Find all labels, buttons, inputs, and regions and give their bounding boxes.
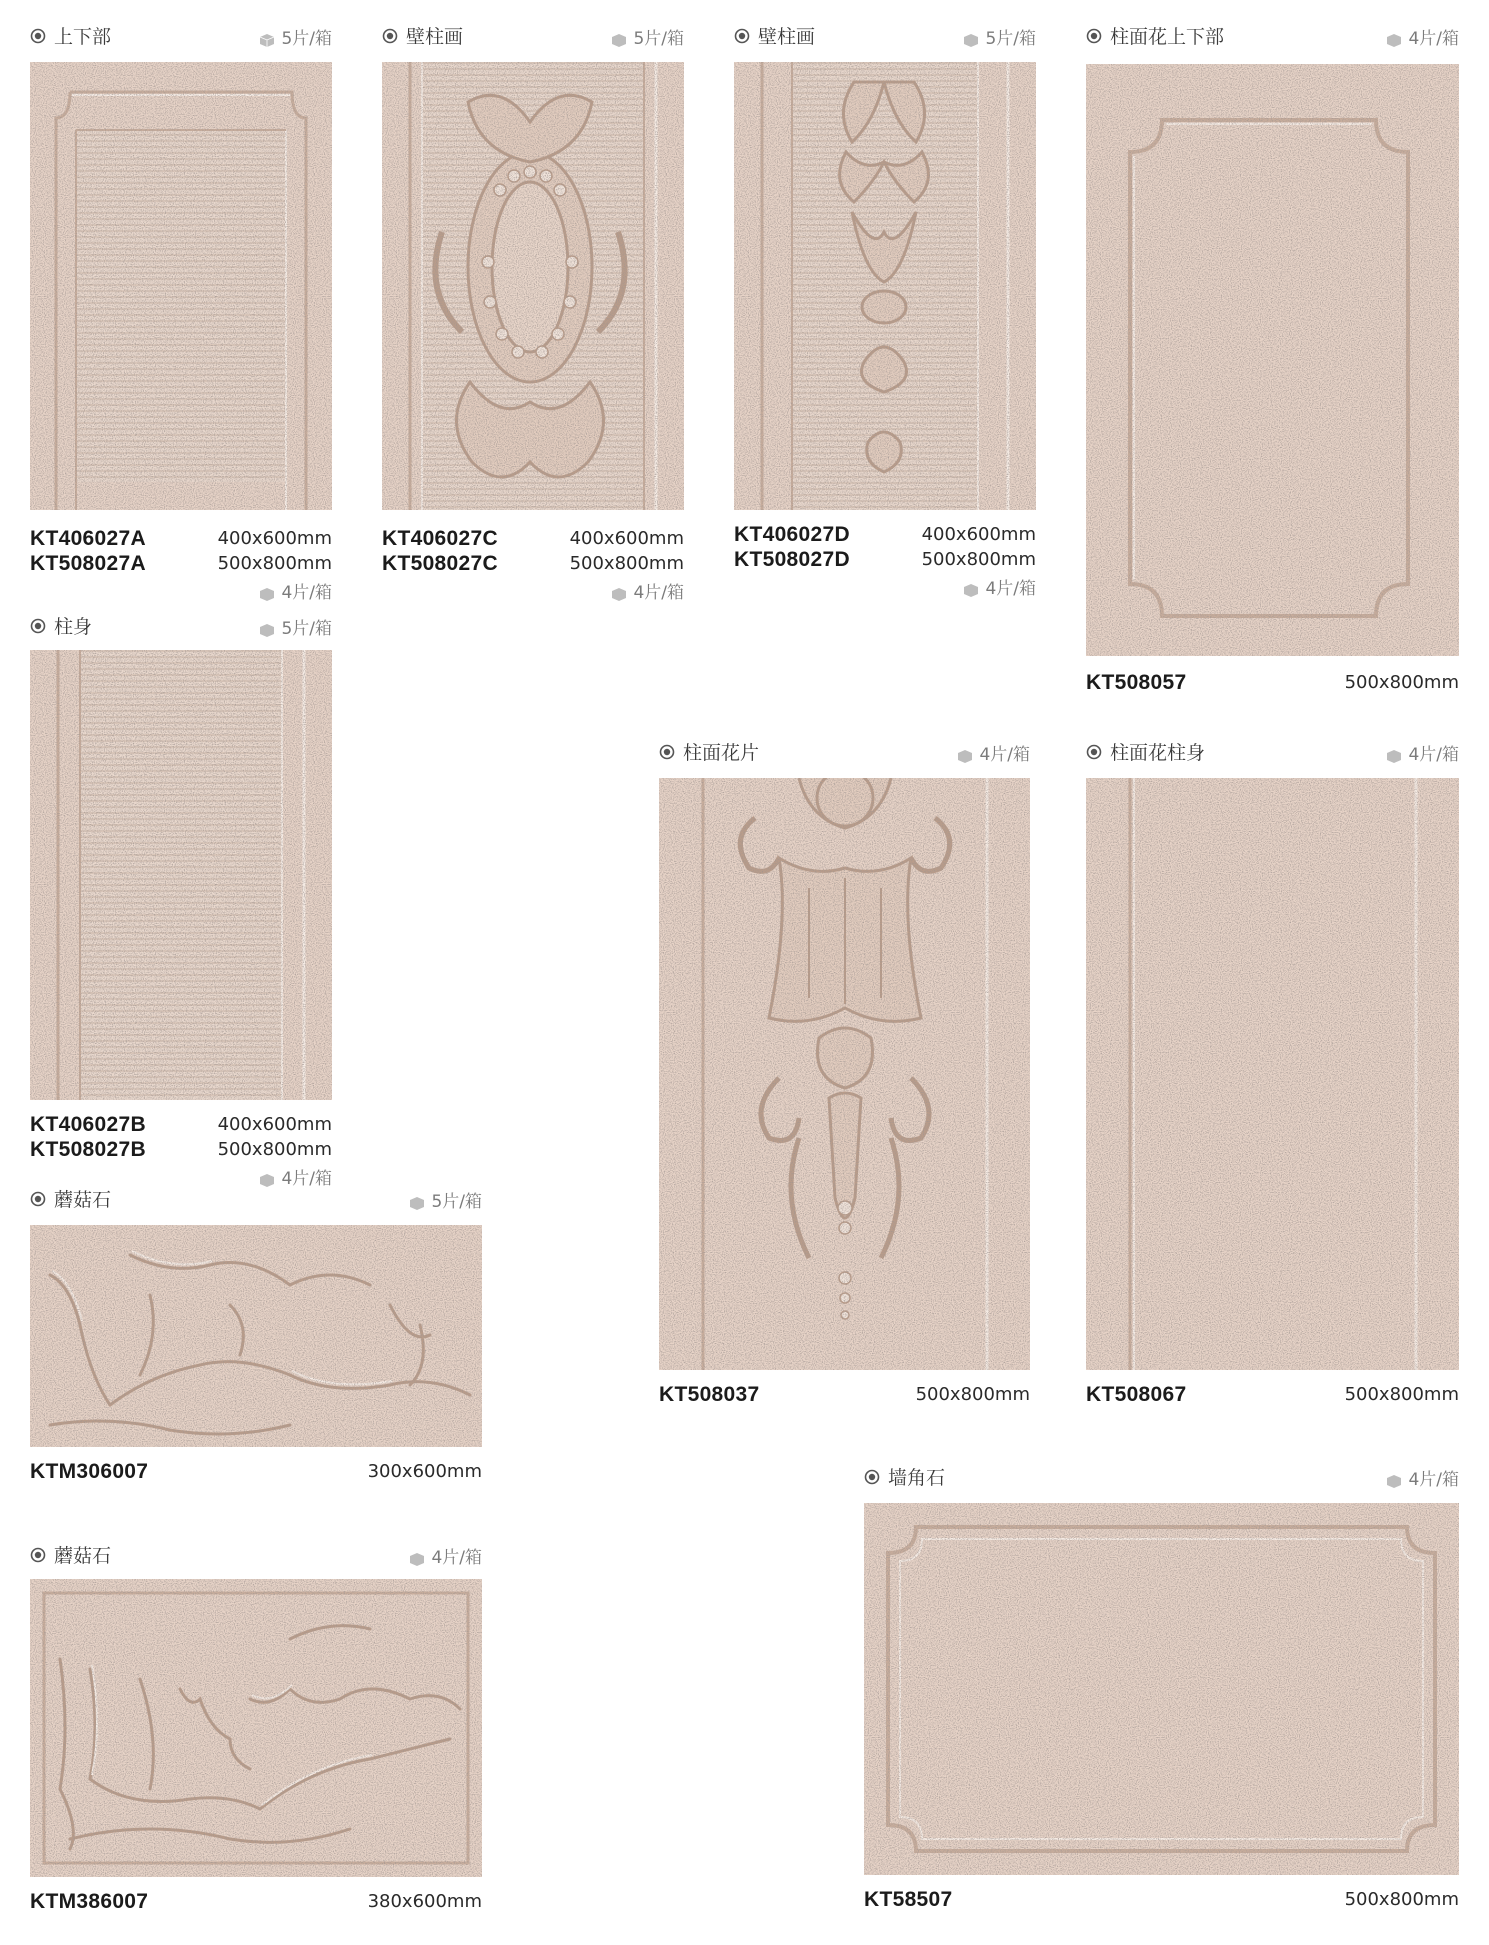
product-code: KT508067 bbox=[1086, 1383, 1187, 1406]
product-size: 500x800mm bbox=[217, 553, 332, 574]
radio-bullet-icon bbox=[30, 1191, 46, 1207]
product-card-f bbox=[659, 742, 1030, 1410]
product-code: KT508027A bbox=[30, 552, 146, 575]
tile-image bbox=[382, 62, 684, 510]
product-title: 蘑菇石 bbox=[54, 1545, 112, 1567]
radio-bullet-icon bbox=[30, 28, 46, 44]
product-title: 壁柱画 bbox=[758, 26, 816, 48]
tile-image bbox=[1086, 778, 1459, 1370]
tile-image bbox=[30, 650, 332, 1100]
tile-image bbox=[734, 62, 1036, 510]
box-icon bbox=[259, 1173, 275, 1187]
spec-row bbox=[30, 526, 332, 552]
radio-bullet-icon bbox=[734, 28, 750, 44]
card-header bbox=[864, 1467, 1459, 1489]
pack-info bbox=[963, 29, 1036, 49]
tile-image bbox=[30, 1225, 482, 1447]
product-size: 500x800mm bbox=[1344, 1889, 1459, 1910]
pack-quantity: 5片/箱 bbox=[281, 29, 332, 49]
pack-quantity: 4片/箱 bbox=[431, 1548, 482, 1568]
product-size: 500x800mm bbox=[1344, 672, 1459, 693]
pack-quantity: 4片/箱 bbox=[281, 1169, 332, 1189]
pack-info bbox=[1386, 29, 1459, 49]
spec-row bbox=[382, 526, 684, 552]
pack-quantity: 5片/箱 bbox=[985, 29, 1036, 49]
pack-quantity: 5片/箱 bbox=[431, 1192, 482, 1212]
radio-bullet-icon bbox=[382, 28, 398, 44]
product-title: 墙角石 bbox=[888, 1467, 946, 1489]
pack-quantity: 4片/箱 bbox=[985, 579, 1036, 599]
pack-info-bottom bbox=[611, 578, 684, 603]
card-header bbox=[1086, 26, 1459, 48]
spec-row bbox=[1086, 1382, 1459, 1408]
radio-bullet-icon bbox=[30, 618, 46, 634]
pack-quantity: 5片/箱 bbox=[281, 619, 332, 639]
product-size: 400x600mm bbox=[921, 524, 1036, 545]
radio-bullet-icon bbox=[1086, 28, 1102, 44]
pack-info bbox=[409, 1192, 482, 1212]
pack-quantity: 4片/箱 bbox=[281, 583, 332, 603]
pack-quantity: 4片/箱 bbox=[1408, 1470, 1459, 1490]
product-code: KTM386007 bbox=[30, 1890, 149, 1913]
pack-info bbox=[1386, 1470, 1459, 1490]
product-card-h bbox=[30, 1189, 482, 1489]
pack-info-bottom bbox=[259, 1164, 332, 1189]
box-icon bbox=[409, 1196, 425, 1210]
product-size: 500x800mm bbox=[915, 1384, 1030, 1405]
box-icon bbox=[1386, 33, 1402, 47]
box-icon bbox=[259, 587, 275, 601]
product-code: KTM306007 bbox=[30, 1460, 149, 1483]
box-icon bbox=[611, 33, 627, 47]
product-size: 500x800mm bbox=[569, 553, 684, 574]
pack-info bbox=[259, 29, 332, 49]
card-header bbox=[30, 616, 332, 638]
box-icon bbox=[1386, 1474, 1402, 1488]
tile-image bbox=[659, 778, 1030, 1370]
radio-bullet-icon bbox=[659, 744, 675, 760]
spec-row bbox=[382, 551, 684, 577]
product-size: 400x600mm bbox=[217, 1114, 332, 1135]
box-icon bbox=[963, 33, 979, 47]
radio-bullet-icon bbox=[1086, 744, 1102, 760]
pack-info bbox=[259, 619, 332, 639]
pack-info bbox=[409, 1548, 482, 1568]
product-code: KT508027B bbox=[30, 1138, 146, 1161]
product-title: 柱面花柱身 bbox=[1110, 742, 1206, 764]
product-title: 柱面花上下部 bbox=[1110, 26, 1225, 48]
card-header bbox=[659, 742, 1030, 764]
spec-row bbox=[1086, 670, 1459, 696]
product-title: 上下部 bbox=[54, 26, 112, 48]
tile-image bbox=[30, 62, 332, 510]
pack-quantity: 4片/箱 bbox=[1408, 29, 1459, 49]
product-code: KT508027D bbox=[734, 548, 850, 571]
pack-quantity: 4片/箱 bbox=[1408, 745, 1459, 765]
spec-row bbox=[30, 1112, 332, 1138]
product-code: KT508057 bbox=[1086, 671, 1187, 694]
pack-info-bottom bbox=[963, 574, 1036, 599]
product-title: 柱身 bbox=[54, 616, 93, 638]
product-card-g bbox=[1086, 742, 1459, 1410]
spec-row bbox=[734, 547, 1036, 573]
product-card-j bbox=[30, 1545, 482, 1917]
box-icon bbox=[1386, 749, 1402, 763]
tile-image bbox=[1086, 64, 1459, 656]
product-card-i bbox=[864, 1467, 1459, 1917]
box-icon bbox=[259, 33, 275, 47]
product-size: 500x800mm bbox=[921, 549, 1036, 570]
pack-info bbox=[611, 29, 684, 49]
card-header bbox=[30, 1545, 482, 1567]
card-header bbox=[30, 1189, 482, 1211]
card-header bbox=[1086, 742, 1459, 764]
product-code: KT406027C bbox=[382, 527, 498, 550]
product-size: 500x800mm bbox=[217, 1139, 332, 1160]
product-code: KT508037 bbox=[659, 1383, 760, 1406]
pack-info bbox=[1386, 745, 1459, 765]
product-code: KT508027C bbox=[382, 552, 498, 575]
spec-row bbox=[30, 1459, 482, 1485]
spec-row bbox=[30, 551, 332, 577]
radio-bullet-icon bbox=[30, 1547, 46, 1563]
pack-quantity: 4片/箱 bbox=[979, 745, 1030, 765]
product-title: 柱面花片 bbox=[683, 742, 760, 764]
card-header bbox=[734, 26, 1036, 48]
product-card-c bbox=[382, 26, 684, 603]
spec-row bbox=[734, 522, 1036, 548]
box-icon bbox=[963, 583, 979, 597]
product-code: KT406027B bbox=[30, 1113, 146, 1136]
product-code: KT58507 bbox=[864, 1888, 953, 1911]
pack-info bbox=[957, 745, 1030, 765]
card-header bbox=[30, 26, 332, 48]
pack-info-bottom bbox=[259, 578, 332, 603]
product-card-d bbox=[734, 26, 1036, 600]
radio-bullet-icon bbox=[864, 1469, 880, 1485]
spec-row bbox=[30, 1889, 482, 1915]
pack-quantity: 4片/箱 bbox=[633, 583, 684, 603]
product-title: 蘑菇石 bbox=[54, 1189, 112, 1211]
card-header bbox=[382, 26, 684, 48]
product-size: 500x800mm bbox=[1344, 1384, 1459, 1405]
spec-row bbox=[30, 1137, 332, 1163]
tile-image bbox=[864, 1503, 1459, 1875]
spec-row bbox=[864, 1887, 1459, 1913]
product-code: KT406027D bbox=[734, 523, 850, 546]
tile-image bbox=[30, 1579, 482, 1877]
box-icon bbox=[611, 587, 627, 601]
product-code: KT406027A bbox=[30, 527, 146, 550]
spec-row bbox=[659, 1382, 1030, 1408]
product-size: 400x600mm bbox=[569, 528, 684, 549]
product-title: 壁柱画 bbox=[406, 26, 464, 48]
pack-quantity: 5片/箱 bbox=[633, 29, 684, 49]
box-icon bbox=[409, 1552, 425, 1566]
box-icon bbox=[259, 623, 275, 637]
product-size: 400x600mm bbox=[217, 528, 332, 549]
product-card-e bbox=[1086, 26, 1459, 702]
product-card-a bbox=[30, 26, 332, 603]
product-size: 300x600mm bbox=[367, 1461, 482, 1482]
product-card-b bbox=[30, 616, 332, 1190]
product-size: 380x600mm bbox=[367, 1891, 482, 1912]
box-icon bbox=[957, 749, 973, 763]
